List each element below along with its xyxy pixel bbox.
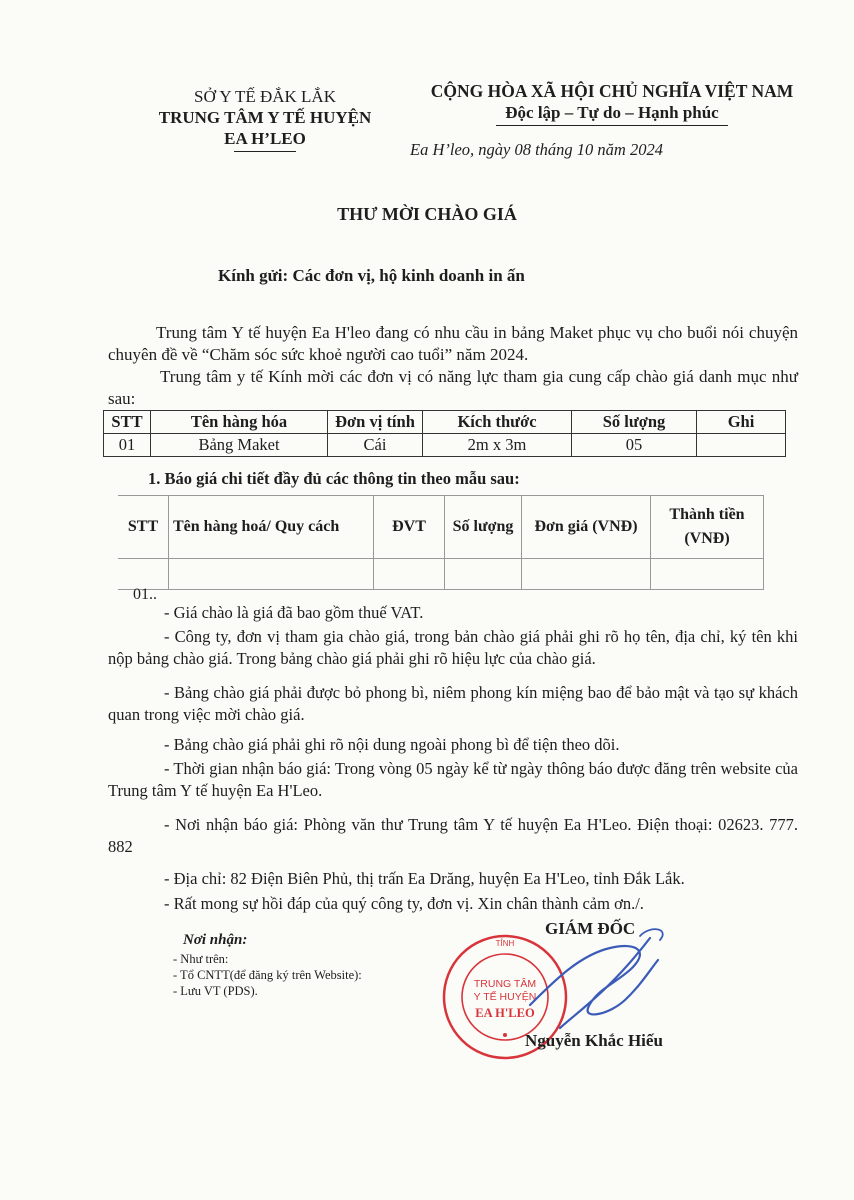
document-date: Ea H’leo, ngày 08 tháng 10 năm 2024 xyxy=(410,140,663,159)
section-heading: 1. Báo giá chi tiết đầy đủ các thông tin theo mẫu sau: xyxy=(148,469,520,488)
col-item-spec: Tên hàng hoá/ Quy cách xyxy=(169,496,374,559)
cell-note xyxy=(697,434,786,457)
quote-template-table xyxy=(118,495,764,590)
stamp-ring-text: TỈNH xyxy=(495,939,515,948)
table-row xyxy=(104,434,786,457)
col-stt: STT xyxy=(118,496,169,559)
col-unit: Đơn vị tính xyxy=(328,411,423,434)
national-header xyxy=(402,80,822,126)
cell-size: 2m x 3m xyxy=(423,434,572,457)
quote-table-header xyxy=(118,496,764,559)
motto-underline xyxy=(496,125,728,126)
note-vat: - Giá chào là giá đã bao gồm thuế VAT. xyxy=(164,603,424,622)
col-quantity: Số lượng xyxy=(445,496,522,559)
signer-name: Nguyễn Khắc Hiếu xyxy=(525,1031,663,1050)
dept-name: SỞ Y TẾ ĐẮK LẮK xyxy=(194,87,336,106)
note-envelope: - Bảng chào giá phải được bỏ phong bì, niêm phong kín miệng bao để bảo mật và tạo sự khách quan trong việc mời chào giá. xyxy=(108,683,798,724)
col-size: Kích thước xyxy=(423,411,572,434)
org-name-line1: TRUNG TÂM Y TẾ HUYỆN xyxy=(158,108,372,127)
stamp-line-2: Y TẾ HUYỆN xyxy=(473,991,537,1003)
cell-item-spec xyxy=(169,559,374,590)
col-item-name: Tên hàng hóa xyxy=(151,411,328,434)
cell-quantity: 05 xyxy=(572,434,697,457)
intro-paragraph-2: Trung tâm y tế Kính mời các đơn vị có năng lực tham gia cung cấp chào giá danh mục như sau: xyxy=(108,367,798,408)
note-thanks: - Rất mong sự hồi đáp của quý công ty, đơn vị. Xin chân thành cảm ơn./. xyxy=(164,894,644,913)
cell-stt xyxy=(118,559,169,590)
cell-unit: Cái xyxy=(328,434,423,457)
cell-unit xyxy=(374,559,445,590)
col-unit-price: Đơn giá (VNĐ) xyxy=(522,496,651,559)
note-receiving-place: - Nơi nhận báo giá: Phòng văn thư Trung tâm Y tế huyện Ea H'Leo. Điện thoại: 02623. 777. 882 xyxy=(108,815,798,856)
note-company-info: - Công ty, đơn vị tham gia chào giá, trong bản chào giá phải ghi rõ họ tên, địa chỉ, ký tên khi nộp bảng chào giá. Trong bảng chào giá phải ghi rõ hiệu lực của chào giá. xyxy=(108,627,798,668)
quote-row-number: 01.. xyxy=(133,586,157,603)
stamp-line-1: TRUNG TÂM xyxy=(473,978,537,990)
header-divider xyxy=(234,151,296,152)
handwritten-signature xyxy=(500,910,700,1040)
table-row xyxy=(118,559,764,590)
cell-total xyxy=(651,559,764,590)
intro-paragraph-1: Trung tâm Y tế huyện Ea H'leo đang có nhu cầu in bảng Maket phục vụ cho buổi nói chuyện chuyên đề về “Chăm sóc sức khoẻ người cao tuổi” năm 2024. xyxy=(108,323,798,364)
org-name-line2: EA H’LEO xyxy=(224,129,306,148)
recipients-label: Nơi nhận: xyxy=(183,932,248,948)
col-stt: STT xyxy=(104,411,151,434)
cell-unit-price xyxy=(522,559,651,590)
list-item: - Lưu VT (PDS). xyxy=(173,984,258,998)
cell-stt: 01 xyxy=(104,434,151,457)
document-title: THƯ MỜI CHÀO GIÁ xyxy=(337,204,517,224)
addressee: Kính gửi: Các đơn vị, hộ kinh doanh in ấn xyxy=(218,266,525,285)
list-item: - Như trên: xyxy=(173,952,229,966)
col-total: Thành tiền (VNĐ) xyxy=(651,496,764,559)
note-deadline: - Thời gian nhận báo giá: Trong vòng 05 ngày kể từ ngày thông báo được đăng trên website của Trung tâm Y tế huyện Ea H'Leo. xyxy=(108,759,798,800)
note-address: - Địa chỉ: 82 Điện Biên Phủ, thị trấn Ea Drăng, huyện Ea H'Leo, tỉnh Đắk Lắk. xyxy=(164,869,685,888)
stamp-line-3: EA H'LEO xyxy=(475,1006,535,1020)
col-unit: ĐVT xyxy=(374,496,445,559)
recipients-list xyxy=(173,951,362,999)
issuing-org xyxy=(130,86,400,152)
cell-quantity xyxy=(445,559,522,590)
list-item: - Tổ CNTT(để đăng ký trên Website): xyxy=(173,968,362,982)
col-quantity: Số lượng xyxy=(572,411,697,434)
items-table-header xyxy=(104,411,786,434)
signer-role: GIÁM ĐỐC xyxy=(545,919,636,938)
col-note: Ghi xyxy=(697,411,786,434)
note-envelope-content: - Bảng chào giá phải ghi rõ nội dung ngoài phong bì để tiện theo dõi. xyxy=(164,735,620,754)
country-name: CỘNG HÒA XÃ HỘI CHỦ NGHĨA VIỆT NAM xyxy=(430,81,794,101)
items-table xyxy=(103,410,786,457)
cell-item-name: Bảng Maket xyxy=(151,434,328,457)
national-motto: Độc lập – Tự do – Hạnh phúc xyxy=(505,103,719,122)
